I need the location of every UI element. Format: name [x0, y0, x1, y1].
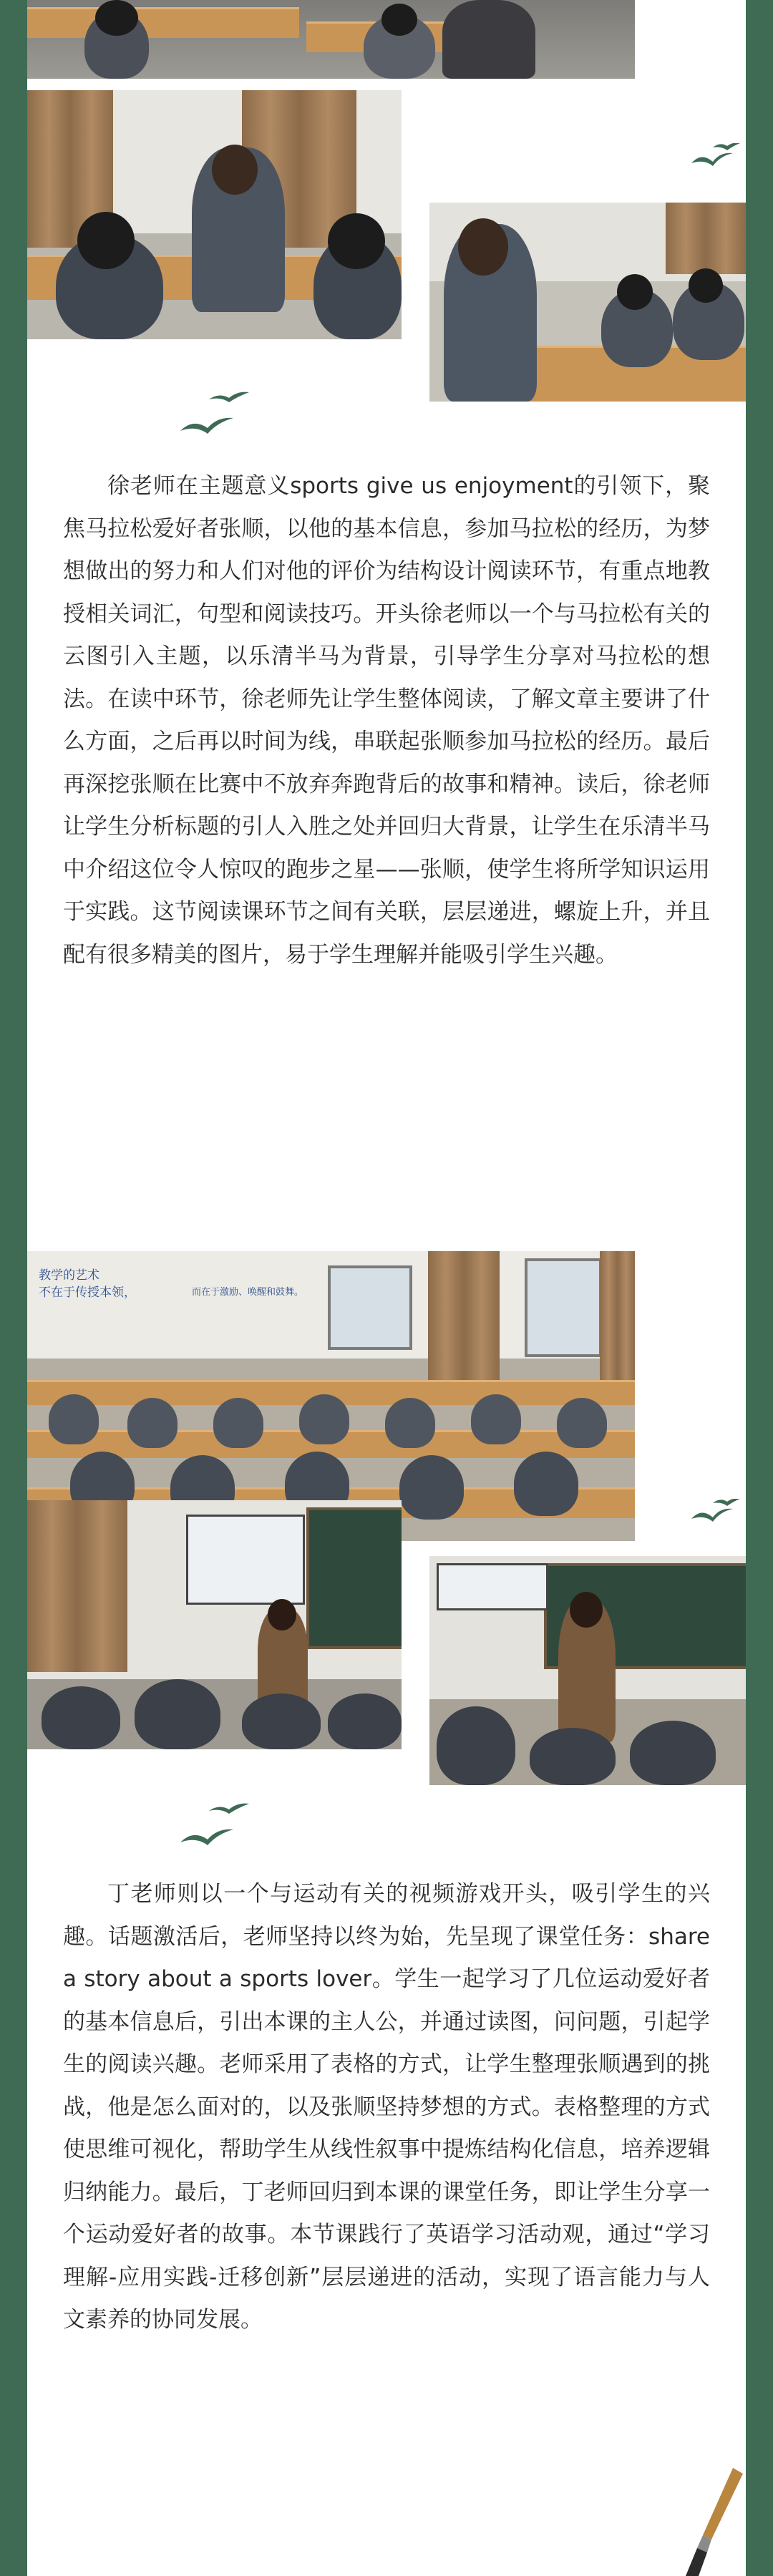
bird-decoration-icon	[691, 143, 743, 178]
classroom-photo-2	[27, 90, 402, 339]
bird-decoration-icon	[180, 389, 259, 439]
article-card	[27, 0, 746, 2576]
paragraph-xu-lesson: 徐老师在主题意义sports give us enjoyment的引领下，聚焦马拉松爱好者张顺，以他的基本信息，参加马拉松的经历，为梦想做出的努力和人们对他的评价为结构设计阅读环节，有重点地教授相关词汇，句型和阅读技巧。开头徐老师以一个与马拉松有关的云图引入主题，以乐清半马为背景，引导学生分享对马拉松的想法。在读中环节，徐老师先让学生整体阅读，了解文章主要讲了什么方面，之后再以时间为线，串联起张顺参加马拉松的经历。最后再深挖张顺在比赛中不放弃奔跑背后的故事和精神。读后，徐老师让学生分析标题的引人入胜之处并回归大背景，让学生在乐清半马中介绍这位令人惊叹的跑步之星——张顺，使学生将所学知识运用于实践。这节阅读课环节之间有关联，层层递进，螺旋上升，并且配有很多精美的图片，易于学生理解并能吸引学生兴趣。	[63, 473, 710, 968]
banner-left-text: 教学的艺术 不在于传授本领，	[39, 1268, 136, 1300]
banner-right-text: 而在于激励、唤醒和鼓舞。	[192, 1287, 304, 1298]
classroom-photo-1	[27, 0, 635, 79]
paintbrush-icon	[683, 2468, 746, 2576]
classroom-photo-3	[429, 203, 746, 402]
classroom-photo-6	[429, 1556, 746, 1785]
classroom-photo-4	[27, 1251, 635, 1541]
bird-decoration-icon	[691, 1499, 743, 1533]
classroom-photo-5	[27, 1500, 402, 1749]
bird-decoration-icon	[180, 1801, 259, 1851]
paragraph-ding-lesson: 丁老师则以一个与运动有关的视频游戏开头，吸引学生的兴趣。话题激活后，老师坚持以终为始，先呈现了课堂任务：share a story about a sports lover。学生一起学习了几位运动爱好者的基本信息后，引出本课的主人公，并通过读图，问问题，引起学生的阅读兴趣。老师采用了表格的方式，让学生整理张顺遇到的挑战，他是怎么面对的，以及张顺坚持梦想的方式。表格整理的方式使思维可视化，帮助学生从线性叙事中提炼结构化信息，培养逻辑归纳能力。最后，丁老师回归到本课的课堂任务，即让学生分享一个运动爱好者的故事。本节课践行了英语学习活动观，通过“学习理解-应用实践-迁移创新”层层递进的活动，实现了语言能力与人文素养的协同发展。	[63, 1881, 710, 2333]
